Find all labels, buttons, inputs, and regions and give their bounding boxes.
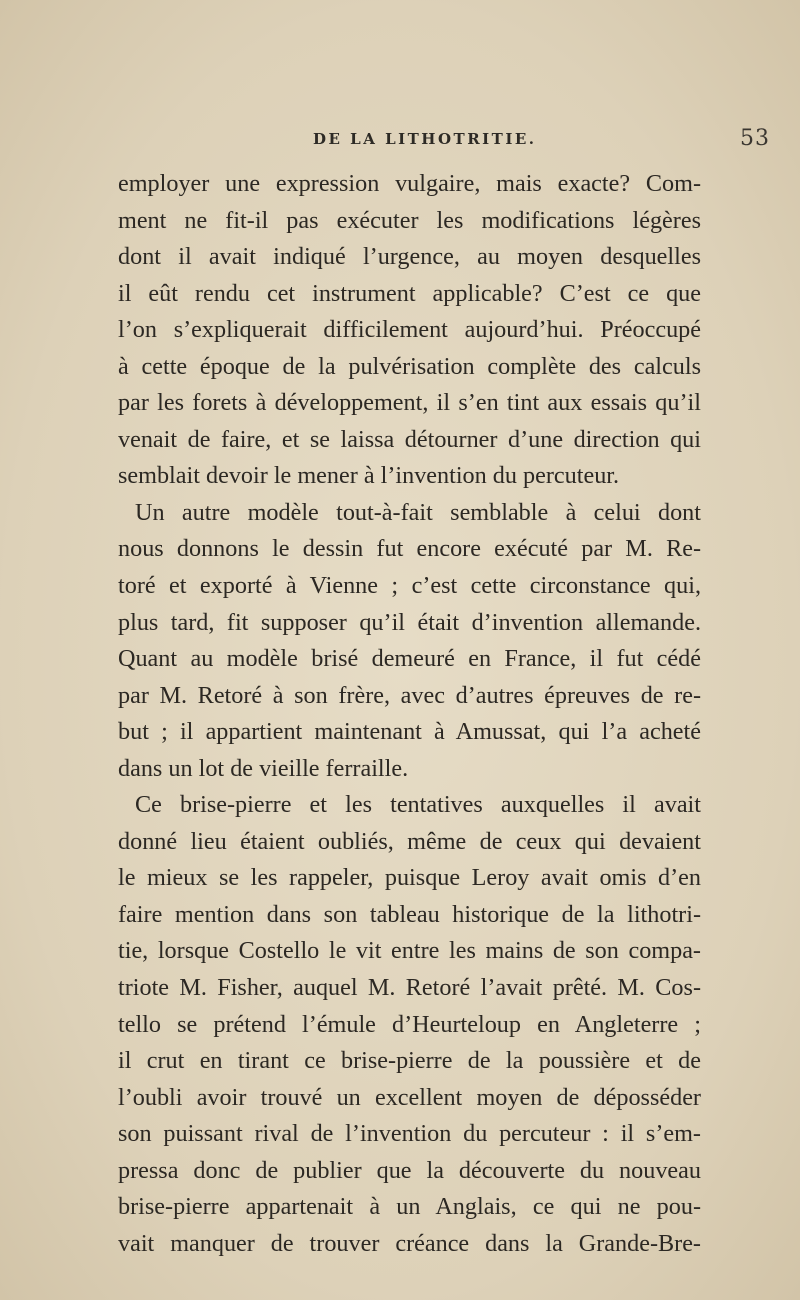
text-line: tie, lorsque Costello le vit entre les mains de son compa- [118, 937, 701, 965]
text-line: plus tard, fit supposer qu’il était d’invention allemande. [118, 608, 701, 636]
text-line: donné lieu étaient oubliés, même de ceux qui devaient [118, 827, 701, 855]
text-line: dont il avait indiqué l’urgence, au moyen desquelles [118, 243, 701, 271]
text-line: Quant au modèle brisé demeuré en France, il fut cédé [118, 645, 701, 673]
body-text [118, 166, 701, 1262]
text-line: l’oubli avoir trouvé un excellent moyen de déposséder [118, 1083, 701, 1111]
text-line: il eût rendu cet instrument applicable? C’est ce que [118, 279, 701, 307]
text-line: faire mention dans son tableau historique de la lithotri- [118, 900, 701, 928]
text-line: toré et exporté à Vienne ; c’est cette circonstance qui, [118, 572, 701, 600]
text-line: Ce brise-pierre et les tentatives auxquelles il avait [135, 791, 701, 819]
text-line: l’on s’expliquerait difficilement aujourd’hui. Préoccupé [118, 316, 701, 344]
text-line: dans un lot de vieille ferraille. [118, 754, 409, 782]
text-line: venait de faire, et se laissa détourner d’une direction qui [118, 425, 701, 453]
text-line: il crut en tirant ce brise-pierre de la poussière et de [118, 1047, 701, 1075]
text-line: employer une expression vulgaire, mais exacte? Com- [118, 170, 701, 197]
running-title: DE LA LITHOTRITIE. [313, 130, 537, 148]
text-line: le mieux se les rappeler, puisque Leroy avait omis d’en [118, 864, 701, 892]
text-line: à cette époque de la pulvérisation complète des calculs [118, 352, 701, 380]
text-line: triote M. Fisher, auquel M. Retoré l’avait prêté. M. Cos- [118, 974, 701, 1002]
text-line: pressa donc de publier que la découverte du nouveau [118, 1156, 701, 1184]
text-line: brise-pierre appartenait à un Anglais, ce qui ne pou- [118, 1193, 701, 1221]
text-line: vait manquer de trouver créance dans la Grande-Bre- [118, 1229, 701, 1257]
text-line: par les forets à développement, il s’en tint aux essais qu’il [118, 389, 701, 417]
text-line: but ; il appartient maintenant à Amussat, qui l’a acheté [118, 718, 701, 746]
text-line: tello se prétend l’émule d’Heurteloup en Angleterre ; [118, 1010, 701, 1038]
page-number: 53 [740, 126, 770, 151]
text-line: par M. Retoré à son frère, avec d’autres épreuves de re- [118, 681, 701, 709]
text-line: son puissant rival de l’invention du percuteur : il s’em- [118, 1120, 701, 1148]
text-line: nous donnons le dessin fut encore exécuté par M. Re- [118, 535, 701, 563]
text-line: semblait devoir le mener à l’invention du percuteur. [118, 462, 620, 490]
text-line: ment ne fit-il pas exécuter les modifications légères [118, 206, 701, 234]
page-header [118, 128, 798, 158]
text-line: Un autre modèle tout-à-fait semblable à celui dont [135, 498, 701, 526]
